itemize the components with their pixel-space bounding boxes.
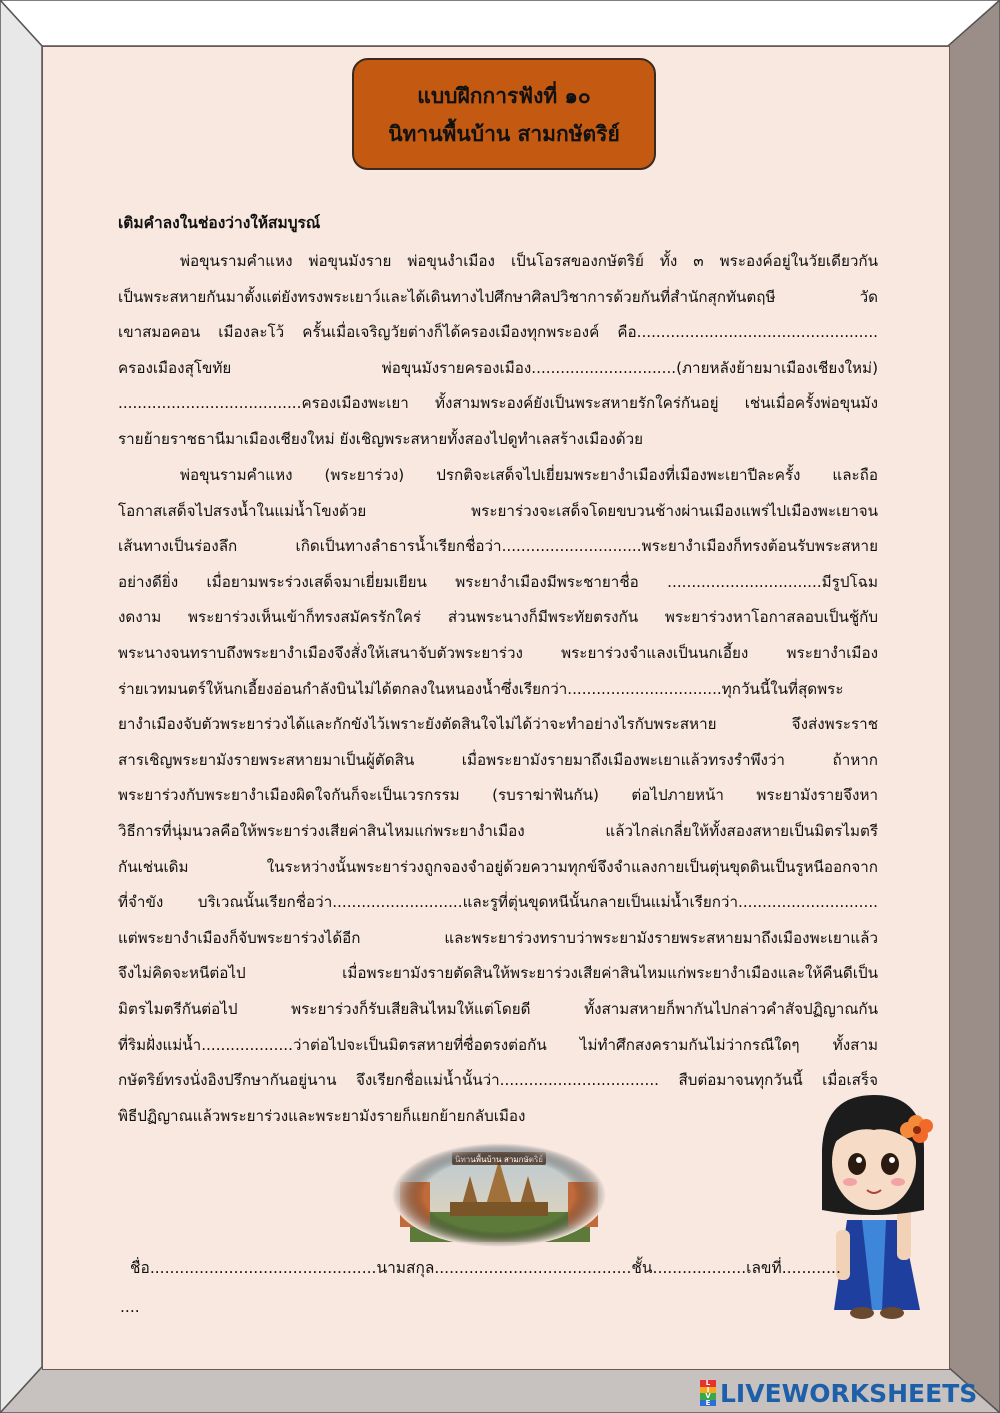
liveworksheets-watermark [700, 1378, 977, 1408]
text-line: ยางำเมืองจับตัวพระยาร่วงได้และกักขังไว้เพราะยังตัดสินใจไม่ได้ว่าจะทำอย่างไรกับพระสหาย จึงส่งพระราช [118, 715, 878, 734]
text-line: เขาสมอคอน เมืองละโว้ ครั้นเมื่อเจริญวัยต่างก็ได้ครองเมืองทุกพระองค์ คือ.................................................. [118, 323, 878, 342]
text-line: ที่จำขัง บริเวณนั้นเรียกชื่อว่า...........................และรูที่ตุ่นขุดหนีนั้นกลายเป็นแม่น้ำเรียกว่า............................. [118, 893, 878, 912]
title-box [352, 58, 656, 170]
text-line: พิธีปฏิญาณแล้วพระยาร่วงและพระยามังรายก็แยกย้ายกลับเมือง [118, 1106, 526, 1125]
text-line: พระนางจนทราบถึงพระยางำเมืองจึงสั่งให้เสนาจับตัวพระยาร่วง พระยาร่วงจำแลงเป็นนกเอี้ยง พระยางำเมือง [118, 643, 878, 662]
text-line: มิตรไมตรีกันต่อไป พระยาร่วงก็รับเสียสินไหมให้แต่โดยดี ทั้งสามสหายก็พากันไปกล่าวคำสัจปฏิญาณกัน [118, 999, 878, 1018]
text-line: กษัตริย์ทรงนั่งอิงปรึกษากันอยู่นาน จึงเรียกชื่อแม่น้ำนั้นว่า................................. สืบต่อมาจนทุกวันนี้ เมื่อเสร็จ [118, 1071, 878, 1090]
text-line: กันเช่นเดิม ในระหว่างนั้นพระยาร่วงถูกจองจำอยู่ด้วยความทุกข์จึงจำแลงกายเป็นตุ่นขุดดินเป็นรูหนีออกจาก [118, 857, 878, 876]
text-line: จึงไม่คิดจะหนีต่อไป เมื่อพระยามังรายตัดสินให้พระยาร่วงเสียค่าสินไหมแก่พระยางำเมืองและให้คืนดีเป็น [118, 964, 878, 983]
text-line: โอกาสเสด็จไปสรงน้ำในแม่น้ำโขงด้วย พระยาร่วงจะเสด็จโดยขบวนช้างผ่านเมืองแพร่ไปเมืองพะเยาจน [118, 501, 878, 520]
text-line: แต่พระยางำเมืองก็จับพระยาร่วงได้อีก และพระยาร่วงทราบว่าพระยามังรายพระสหายมาถึงเมืองพะเยาแล้ว [118, 928, 878, 947]
student-info-line: ชื่อ..............................................นามสกุล........................................ชั้น...................เลขที่............ [130, 1259, 841, 1277]
worksheet-title: แบบฝึกการฟังที่ ๑๐ [417, 84, 591, 108]
paragraph-1 [118, 244, 878, 458]
paragraph-2 [118, 458, 878, 1134]
temple-photo [390, 1142, 608, 1248]
liveworksheets-logo-icon: L I V E [700, 1380, 716, 1406]
text-line: ที่ริมฝั่งแม่น้ำ...................ว่าต่อไปจะเป็นมิตรสหายที่ซื่อตรงต่อกัน ไม่ทำศึกสงครามกันไม่ว่ากรณีใดๆ ทั้งสาม [118, 1035, 878, 1054]
student-info-line-tail: .... [120, 1298, 140, 1316]
text-line: อย่างดียิ่ง เมื่อยามพระร่วงเสด็จมาเยี่ยมเยียน พระยางำเมืองมีพระชายาชื่อ ................................มีรูปโฉม [118, 572, 878, 591]
text-line: ร่ายเวทมนตร์ให้นกเอี้ยงอ่อนกำลังบินไม่ได้ตกลงในหนองน้ำซึ่งเรียกว่า................................ทุกวันนี้ในที่สุดพระ [118, 679, 844, 698]
girl-cartoon-image [812, 1090, 938, 1320]
text-line: สารเชิญพระยามังรายพระสหายมาเป็นผู้ตัดสิน เมื่อพระยามังรายมาถึงเมืองพะเยาแล้วทรงรำพึงว่า ถ้าหาก [118, 750, 878, 769]
text-line: พ่อขุนรามคำแหง พ่อขุนมังราย พ่อขุนงำเมือง เป็นโอรสของกษัตริย์ ทั้ง ๓ พระองค์อยู่ในวัยเดียวกัน [180, 252, 878, 270]
text-line: พระยาร่วงกับพระยางำเมืองผิดใจกันก็จะเป็นเวรกรรม (รบราฆ่าฟันกัน) ต่อไปภายหน้า พระยามังรายจึงหา [118, 786, 878, 805]
text-line: วิธีการที่นุ่มนวลคือให้พระยาร่วงเสียค่าสินไหมแก่พระยางำเมือง แล้วไกล่เกลี่ยให้ทั้งสองสหายเป็นมิตรไมตรี [118, 821, 878, 840]
text-line: เส้นทางเป็นร่องลึก เกิดเป็นทางลำธารน้ำเรียกชื่อว่า.............................พระยางำเมืองก็ทรงต้อนรับพระสหาย [118, 537, 878, 556]
instruction: เติมคำลงในช่องว่างให้สมบูรณ์ [118, 214, 321, 232]
text-line: เป็นพระสหายกันมาตั้งแต่ยังทรงพระเยาว์และได้เดินทางไปศึกษาศิลปวิชาการด้วยกันที่สำนักสุกทันตฤษี วัด [118, 287, 878, 306]
text-line: งดงาม พระยาร่วงเห็นเข้าก็ทรงสมัครรักใคร่ ส่วนพระนางก็มีพระทัยตรงกัน พระยาร่วงหาโอกาสลอบเป็นชู้กับ [118, 608, 878, 627]
text-line: ครองเมืองสุโขทัย พ่อขุนมังรายครองเมือง..............................(ภายหลังย้ายมาเมืองเชียงใหม่) [118, 358, 878, 377]
text-line: ......................................ครองเมืองพะเยา ทั้งสามพระองค์ยังเป็นพระสหายรักใคร่กันอยู่ เช่นเมื่อครั้งพ่อขุนมัง [118, 394, 878, 413]
text-line: รายย้ายราชธานีมาเมืองเชียงใหม่ ยังเชิญพระสหายทั้งสองไปดูทำเลสร้างเมืองด้วย [118, 429, 644, 448]
watermark-text: LIVEWORKSHEETS [720, 1378, 978, 1408]
worksheet-subtitle: นิทานพื้นบ้าน สามกษัตริย์ [388, 122, 620, 146]
text-line: พ่อขุนรามคำแหง (พระยาร่วง) ปรกติจะเสด็จไปเยี่ยมพระยางำเมืองที่เมืองพะเยาปีละครั้ง และถือ [180, 466, 878, 484]
